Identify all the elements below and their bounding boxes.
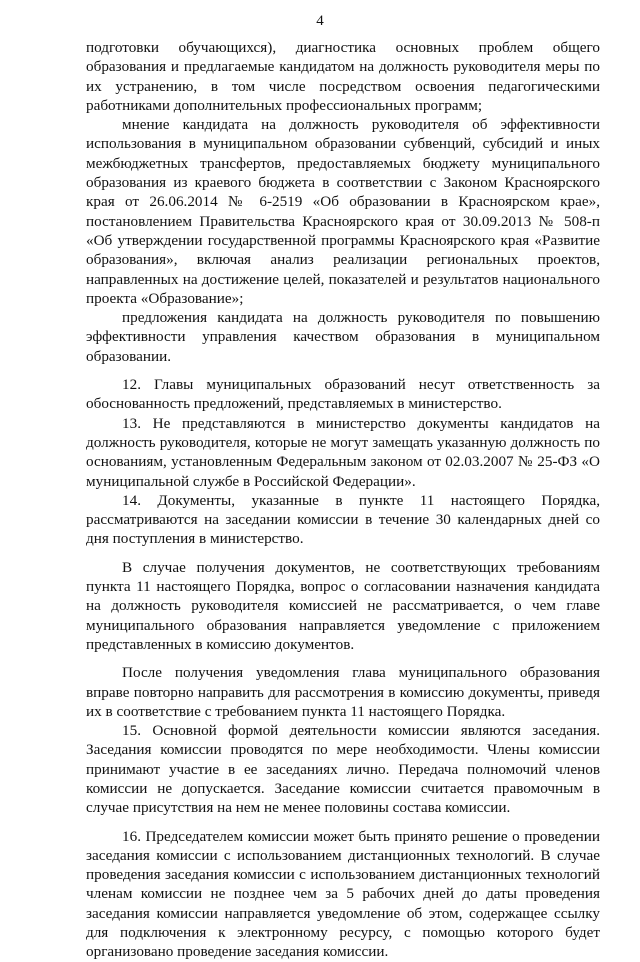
paragraph-candidate-opinion: мнение кандидата на должность руководителя об эффективности использования в муниципальном образовании субвенций, субсидий и иных межбюджетных трансфертов, предоставляемых бюджету муниципального образования из краевого бюджета в соответствии с Законом Красноярского края от 26.06.2014 № 6-2519 «Об образовании в Красноярском крае», постановлением Правительства Красноярского края от 30.09.2013 № 508-п «Об утверждении государственной программы Красноярского края «Развитие образования», включая анализ реализации региональных проектов, направленных на достижение целей, показателей и результатов национального проекта «Образование»;: [86, 116, 600, 307]
paragraph-item-15: 15. Основной формой деятельности комиссии являются заседания. Заседания комиссии проводятся по мере необходимости. Члены комиссии принимают участие в ее заседаниях лично. Передача полномочий членов комиссии не допускается. Заседание комиссии считается правомочным в случае присутствия на нем не менее половины состава комиссии.: [86, 722, 600, 817]
paragraph-item-14: 14. Документы, указанные в пункте 11 настоящего Порядка, рассматриваются на заседании комиссии в течение 30 календарных дней со дня поступления в министерство.: [86, 491, 600, 548]
paragraph-candidate-proposals: предложения кандидата на должность руководителя по повышению эффективности управления качеством образования в муниципальном образовании.: [86, 309, 600, 365]
paragraph-item-13: 13. Не представляются в министерство документы кандидатов на должность руководителя, которые не могут замещать указанную должность по основаниям, установленным Федеральным законом от 02.03.2007 № 25-ФЗ «О муниципальной службе в Российской Федерации».: [86, 414, 600, 490]
document-body: [86, 38, 600, 962]
paragraph-item-14-resubmission: После получения уведомления глава муниципального образования вправе повторно направить для рассмотрения в комиссию документы, приведя их в соответствие с требованием пункта 11 настоящего Порядка.: [86, 664, 600, 720]
paragraph-item-12: 12. Главы муниципальных образований несут ответственность за обоснованность предложений, представляемых в министерство.: [86, 376, 600, 413]
paragraph-item-16: 16. Председателем комиссии может быть принято решение о проведении заседания комиссии с использованием дистанционных технологий. В случае проведения заседания комиссии с использованием дистанционных технологий членам комиссии не позднее чем за 5 рабочих дней до даты проведения заседания комиссии направляется уведомление об этом, содержащее ссылку для подключения к электронному ресурсу, с помощью которого будет организовано проведение заседания комиссии.: [86, 827, 600, 961]
paragraph-continuation: подготовки обучающихся), диагностика основных проблем общего образования и предлагаемые кандидатом на должность руководителя меры по их устранению, в том числе посредством освоения педагогическими работниками дополнительных профессиональных программ;: [86, 39, 600, 114]
paragraph-item-14-nonconforming: В случае получения документов, не соответствующих требованиям пункта 11 настоящего Порядка, вопрос о согласовании назначения кандидата на должность руководителя комиссией не рассматривается, о чем главе муниципального образования направляется уведомление с приложением представленных в комиссию документов.: [86, 558, 600, 653]
page-number: 4: [316, 13, 324, 29]
